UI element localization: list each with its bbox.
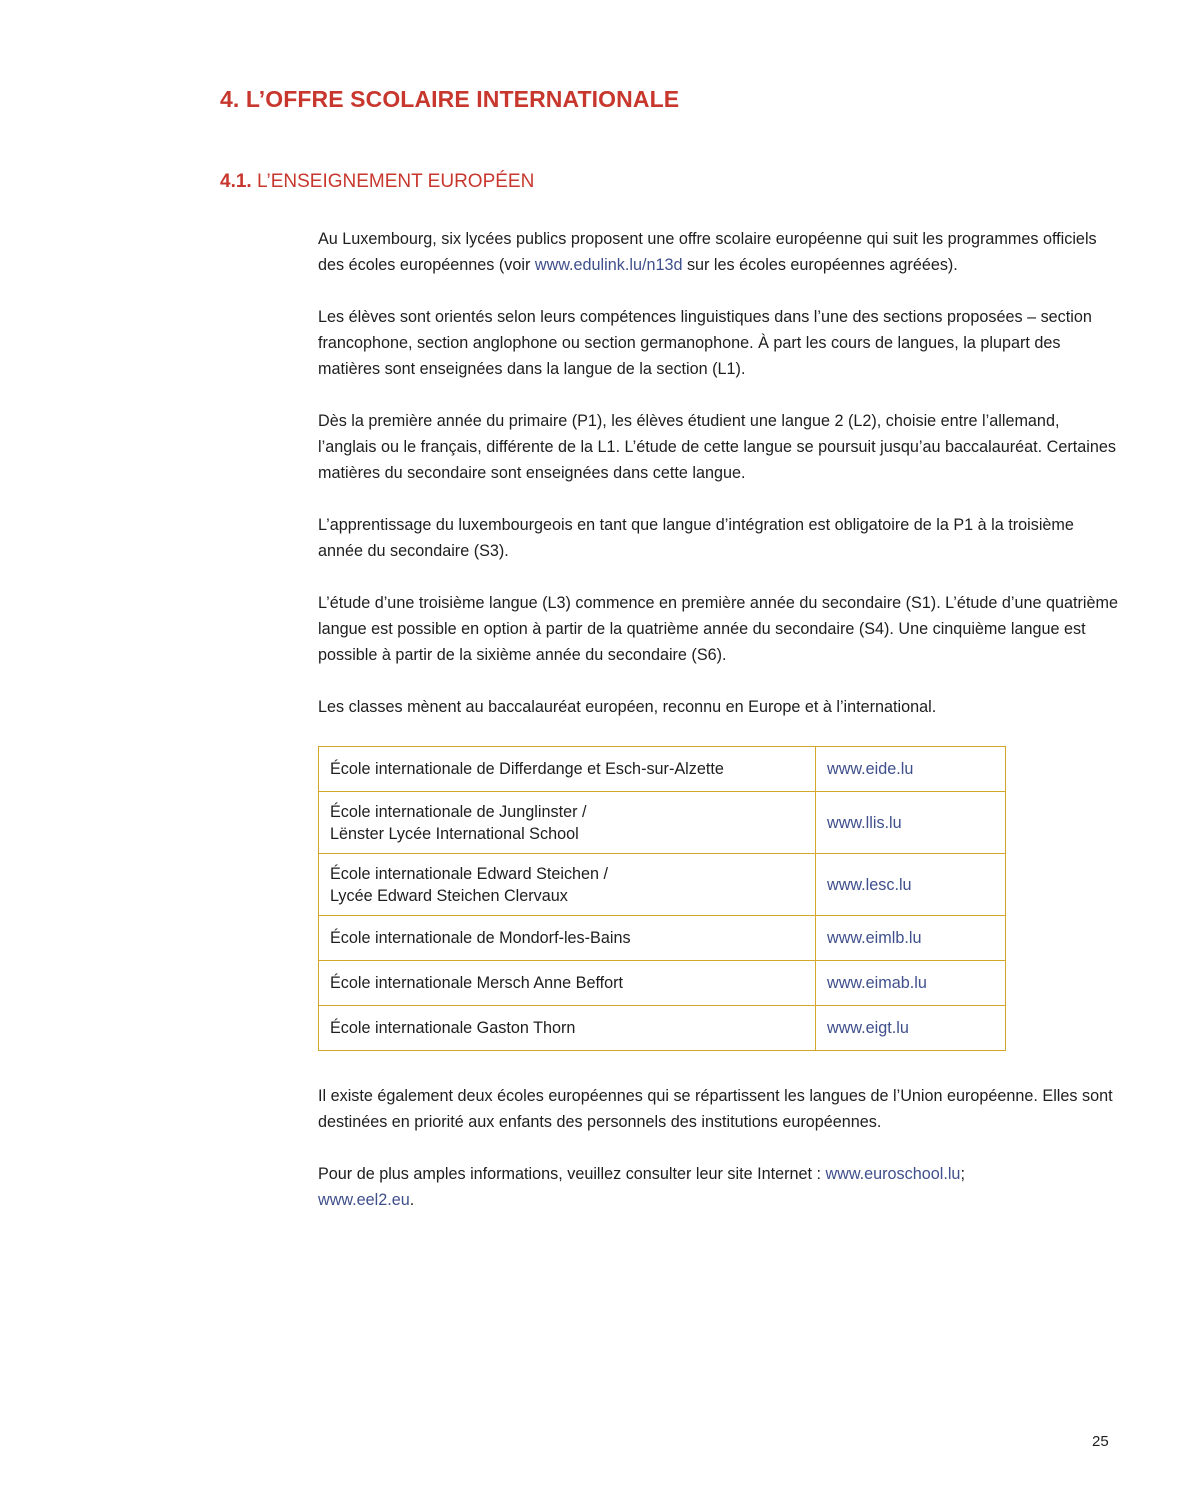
paragraph-more-info xyxy=(318,1161,1118,1213)
table-row xyxy=(319,792,1006,854)
school-name-line: École internationale Gaston Thorn xyxy=(330,1019,576,1037)
euroschool-link[interactable]: www.euroschool.lu xyxy=(825,1165,961,1183)
school-url[interactable]: www.llis.lu xyxy=(816,792,1006,854)
school-name-line: Lycée Edward Steichen Clervaux xyxy=(330,886,568,905)
eel2-link[interactable]: www.eel2.eu xyxy=(318,1191,410,1209)
school-name xyxy=(319,792,816,854)
school-url[interactable]: www.lesc.lu xyxy=(816,854,1006,916)
paragraph-sections: Les élèves sont orientés selon leurs compétences linguistiques dans l’une des sections proposées – section francophone, section anglophone ou section germanophone. À part les cours de langues, la plupart des matières sont enseignées dans la langue de la section (L1). xyxy=(318,308,1092,378)
text-segment: sur les écoles européennes agréées). xyxy=(682,256,958,274)
school-name-line: École internationale de Junglinster / xyxy=(330,802,587,821)
text-segment: ; xyxy=(960,1165,965,1183)
schools-table xyxy=(318,746,1006,1051)
school-name xyxy=(319,961,816,1006)
table-row xyxy=(319,1006,1006,1051)
table-row xyxy=(319,747,1006,792)
school-url[interactable]: www.eide.lu xyxy=(816,747,1006,792)
school-name xyxy=(319,854,816,916)
school-name-line: École internationale de Differdange et Esch-sur-Alzette xyxy=(330,760,724,778)
paragraph-l3: L’étude d’une troisième langue (L3) commence en première année du secondaire (S1). L’étude d’une quatrième langue est possible en option à partir de la quatrième année du secondaire (S4). Une cinquième langue est possible à partir de la sixième année du secondaire (S6). xyxy=(318,594,1118,664)
table-row xyxy=(319,854,1006,916)
school-name xyxy=(319,1006,816,1051)
school-url[interactable]: www.eimlb.lu xyxy=(816,916,1006,961)
text-segment: Pour de plus amples informations, veuillez consulter leur site Internet : xyxy=(318,1165,826,1183)
paragraph-baccalaureate: Les classes mènent au baccalauréat européen, reconnu en Europe et à l’international. xyxy=(318,698,937,716)
school-name xyxy=(319,747,816,792)
table-row xyxy=(319,961,1006,1006)
body-text xyxy=(318,226,1118,1239)
text-segment: Au Luxembourg, six lycées publics proposent une offre scolaire européenne qui suit les programmes officiels des écoles européennes (voir xyxy=(318,230,1097,274)
page-number: 25 xyxy=(1092,1433,1109,1450)
school-name-line: Lënster Lycée International School xyxy=(330,824,579,843)
section-heading: 4. L’OFFRE SCOLAIRE INTERNATIONALE xyxy=(220,86,680,112)
school-url[interactable]: www.eimab.lu xyxy=(816,961,1006,1006)
school-name-line: École internationale Edward Steichen / xyxy=(330,864,609,883)
subsection-number: 4.1. xyxy=(220,171,252,192)
school-name xyxy=(319,916,816,961)
text-segment: . xyxy=(409,1191,415,1209)
table-row xyxy=(319,916,1006,961)
paragraph-european-schools: Il existe également deux écoles européennes qui se répartissent les langues de l’Union européenne. Elles sont destinées en priorité aux enfants des personnels des institutions européennes. xyxy=(318,1087,1113,1131)
subsection-title: L’ENSEIGNEMENT EUROPÉEN xyxy=(256,171,535,192)
edulink-link[interactable]: www.edulink.lu/n13d xyxy=(534,256,683,274)
paragraph-intro xyxy=(318,226,1118,278)
school-name-line: École internationale Mersch Anne Beffort xyxy=(330,974,624,992)
school-url[interactable]: www.eigt.lu xyxy=(816,1006,1006,1051)
paragraph-l2: Dès la première année du primaire (P1), les élèves étudient une langue 2 (L2), choisie entre l’allemand, l’anglais ou le français, différente de la L1. L’étude de cette langue se poursuit jusqu’au baccalauréat. Certaines matières du secondaire sont enseignées dans cette langue. xyxy=(318,412,1116,482)
school-name-line: École internationale de Mondorf-les-Bains xyxy=(330,929,631,947)
subsection-heading xyxy=(220,171,534,193)
paragraph-luxembourgish: L’apprentissage du luxembourgeois en tant que langue d’intégration est obligatoire de la P1 à la troisième année du secondaire (S3). xyxy=(318,516,1074,560)
